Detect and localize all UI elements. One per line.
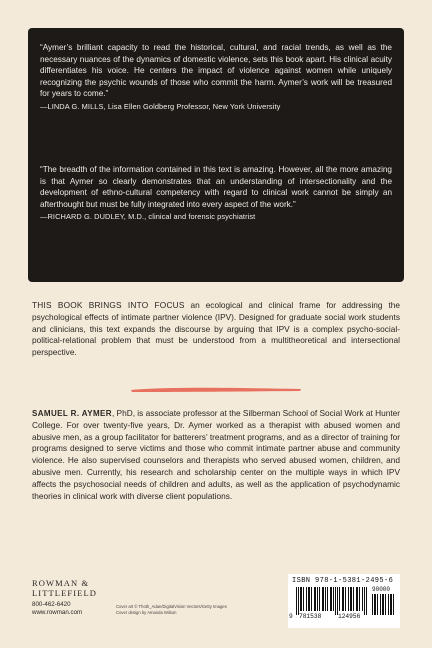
quote-attribution: —RICHARD G. DUDLEY, M.D., clinical and forensic psychiatrist xyxy=(40,212,256,222)
cover-credits xyxy=(116,604,227,616)
description-body: an ecological and clinical frame for addressing the psychological effects of intimate partner violence (IPV). Designed for graduate social work students and clinicians, this text expands the discourse by arguing that IPV is a complex psycho-social-political-relational problem that must be understood from a multitheoretical and intersectional perspective. xyxy=(32,300,401,358)
barcode-digits-left: 781538 xyxy=(299,613,322,620)
publisher-phone: 800-462-6420 xyxy=(32,601,71,608)
quote-text: “The breadth of the information contained in this text is amazing. However, all the more amazing is that Aymer so clearly demonstrates that an understanding of intersectionality and the development of ethno-cultural competency with regard to clinical work cannot be simply an afterthought but must be fully integrated into every aspect of the work.” xyxy=(40,165,392,209)
description-lead: THIS BOOK BRINGS INTO FOCUS xyxy=(32,300,185,310)
publisher-logo xyxy=(32,578,102,598)
endorsement-quote xyxy=(40,164,392,223)
isbn-text: ISBN 978-1-5381-2495-6 xyxy=(292,577,394,585)
publisher-block xyxy=(32,578,102,617)
quote-text: “Aymer’s brilliant capacity to read the historical, cultural, and racial trends, as well as the necessary nuances of the dynamics of domestic violence, sets this book apart. His clinical acuity differentiates his voice. He centers the impact of violence against women while uniquely recognizing the psychic wounds of those who commit the harm. Aymer’s work will be treasured for years to come.” xyxy=(40,43,392,99)
barcode-digit-first: 9 xyxy=(289,613,293,620)
author-bio-text: , PhD, is associate professor at the Silberman School of Social Work at Hunter College. For over twenty-five years, Dr. Aymer worked as a therapist with abused women and abusive men, as a group facilitator for batterers’ treatment programs, and as a director of training for programs designed to serve victims and those who commit intimate partner abuse and community violence. He also supervised counselors and therapists who served abused women, children, and abusive men. Currently, his research and scholarship center on the multiple ways in which IPV affects the psychosocial needs of children and adults, as well as the application of psychodynamic theories in clinical work with diverse client populations. xyxy=(32,408,401,501)
quote-attribution: —LINDA G. MILLS, Lisa Ellen Goldberg Professor, New York University xyxy=(40,101,281,111)
book-description xyxy=(32,300,400,359)
publisher-website: www.rowman.com xyxy=(32,609,83,616)
publisher-logo-line: ROWMAN & xyxy=(32,578,90,588)
endorsements-box xyxy=(28,28,404,282)
publisher-logo-line: LITTLEFIELD xyxy=(32,588,97,598)
endorsement-quote xyxy=(40,42,392,113)
cover-art-credit: Cover art © Thoth_Adan/DigitalVision Vectors/Getty Images xyxy=(116,604,227,609)
price-addon: 90000 xyxy=(372,586,391,593)
author-name: SAMUEL R. AYMER xyxy=(32,409,112,418)
isbn-barcode xyxy=(288,574,400,628)
author-bio xyxy=(32,408,400,502)
cover-design-credit: Cover design by Amanda Wilson xyxy=(116,610,177,615)
divider-brush-stroke xyxy=(128,384,304,394)
barcode-digits-right: 124956 xyxy=(338,613,361,620)
